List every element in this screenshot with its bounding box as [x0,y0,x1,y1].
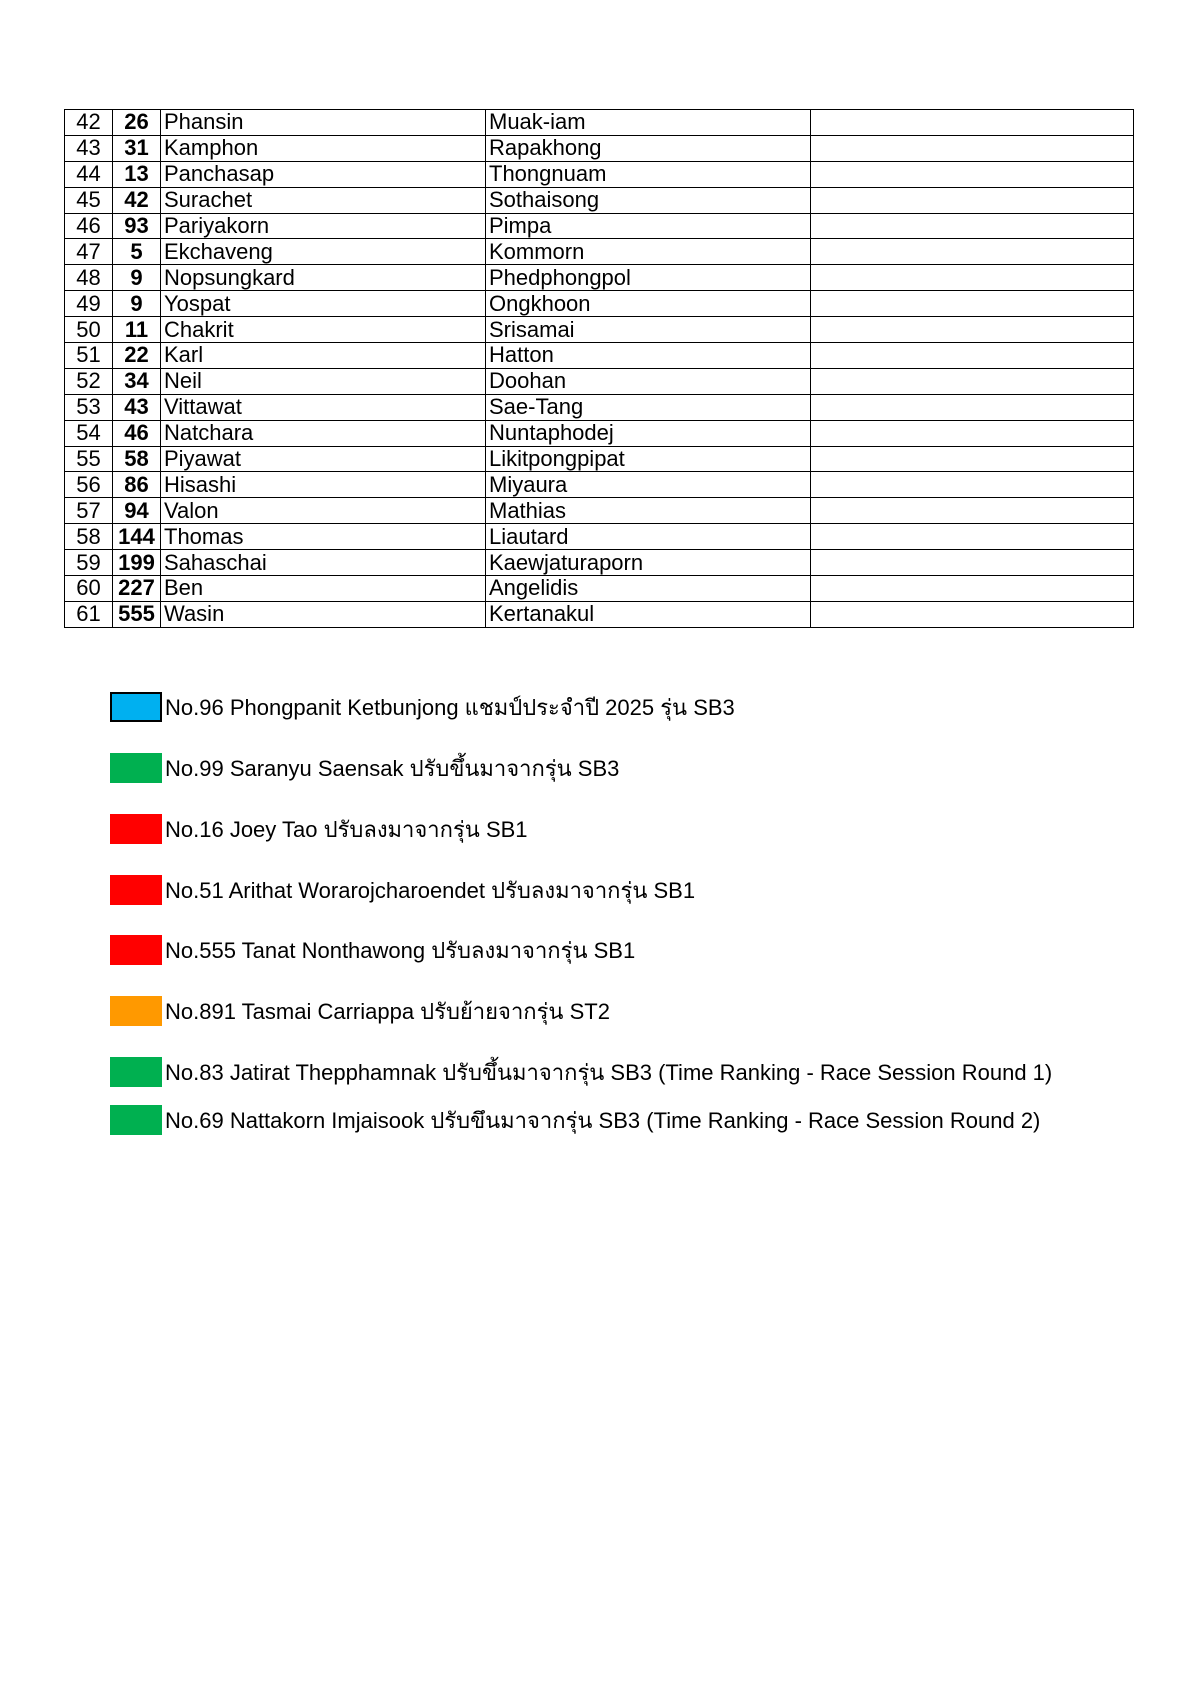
table-row [65,601,1134,627]
race-number-cell: 9 [113,291,161,317]
note-cell [811,394,1134,420]
table-row [65,213,1134,239]
first-name-cell: Vittawat [161,394,486,420]
note-cell [811,420,1134,446]
last-name-cell: Doohan [486,368,811,394]
race-number-cell: 11 [113,317,161,343]
note-cell [811,291,1134,317]
race-number-cell: 9 [113,265,161,291]
race-number-cell: 43 [113,394,161,420]
last-name-cell: Angelidis [486,576,811,602]
race-number-cell: 13 [113,161,161,187]
results-table-body [65,110,1134,628]
first-name-cell: Yospat [161,291,486,317]
race-number-cell: 227 [113,576,161,602]
position-cell: 53 [65,394,113,420]
last-name-cell: Kertanakul [486,601,811,627]
note-cell [811,576,1134,602]
first-name-cell: Ben [161,576,486,602]
note-cell [811,343,1134,369]
last-name-cell: Pimpa [486,213,811,239]
first-name-cell: Ekchaveng [161,239,486,265]
table-row [65,446,1134,472]
legend-color-swatch [110,1105,162,1135]
legend-color-swatch [110,753,162,783]
table-row [65,187,1134,213]
note-cell [811,161,1134,187]
race-number-cell: 94 [113,498,161,524]
table-row [65,265,1134,291]
legend-item [110,751,619,785]
first-name-cell: Natchara [161,420,486,446]
position-cell: 48 [65,265,113,291]
table-row [65,394,1134,420]
legend-text: No.891 Tasmai Carriappa ปรับย้ายจากรุ่น ST2 [165,998,610,1024]
note-cell [811,239,1134,265]
legend-color-swatch [110,875,162,905]
note-cell [811,498,1134,524]
legend-color-swatch [110,996,162,1026]
legend-text: No.16 Joey Tao ปรับลงมาจากรุ่น SB1 [165,816,528,842]
legend-text: No.51 Arithat Worarojcharoendet ปรับลงมาจากรุ่น SB1 [165,877,696,903]
note-cell [811,317,1134,343]
table-row [65,368,1134,394]
last-name-cell: Thongnuam [486,161,811,187]
last-name-cell: Liautard [486,524,811,550]
table-row [65,550,1134,576]
position-cell: 51 [65,343,113,369]
position-cell: 45 [65,187,113,213]
legend-item [110,1055,1052,1089]
first-name-cell: Pariyakorn [161,213,486,239]
note-cell [811,472,1134,498]
last-name-cell: Phedphongpol [486,265,811,291]
table-row [65,291,1134,317]
table-row [65,317,1134,343]
table-row [65,472,1134,498]
legend-text: No.555 Tanat Nonthawong ปรับลงมาจากรุ่น SB1 [165,937,636,963]
legend-item [110,994,610,1028]
first-name-cell: Phansin [161,110,486,136]
race-number-cell: 46 [113,420,161,446]
position-cell: 49 [65,291,113,317]
table-row [65,135,1134,161]
last-name-cell: Nuntaphodej [486,420,811,446]
last-name-cell: Rapakhong [486,135,811,161]
position-cell: 60 [65,576,113,602]
note-cell [811,368,1134,394]
last-name-cell: Sothaisong [486,187,811,213]
last-name-cell: Muak-iam [486,110,811,136]
note-cell [811,550,1134,576]
first-name-cell: Surachet [161,187,486,213]
last-name-cell: Miyaura [486,472,811,498]
position-cell: 56 [65,472,113,498]
race-number-cell: 26 [113,110,161,136]
race-number-cell: 144 [113,524,161,550]
first-name-cell: Kamphon [161,135,486,161]
last-name-cell: Mathias [486,498,811,524]
last-name-cell: Likitpongpipat [486,446,811,472]
first-name-cell: Piyawat [161,446,486,472]
position-cell: 58 [65,524,113,550]
first-name-cell: Wasin [161,601,486,627]
position-cell: 46 [65,213,113,239]
position-cell: 43 [65,135,113,161]
legend-item [110,1103,1040,1137]
last-name-cell: Srisamai [486,317,811,343]
legend-item [110,690,735,724]
table-row [65,343,1134,369]
first-name-cell: Thomas [161,524,486,550]
race-number-cell: 5 [113,239,161,265]
last-name-cell: Kommorn [486,239,811,265]
position-cell: 44 [65,161,113,187]
note-cell [811,135,1134,161]
note-cell [811,213,1134,239]
note-cell [811,110,1134,136]
race-number-cell: 22 [113,343,161,369]
legend-item [110,812,528,846]
position-cell: 61 [65,601,113,627]
table-row [65,420,1134,446]
race-number-cell: 34 [113,368,161,394]
last-name-cell: Ongkhoon [486,291,811,317]
table-row [65,161,1134,187]
race-number-cell: 58 [113,446,161,472]
position-cell: 47 [65,239,113,265]
legend-item [110,873,695,907]
legend-text: No.69 Nattakorn Imjaisook ปรับขึนมาจากรุ่น SB3 (Time Ranking - Race Session Round 2) [165,1107,1041,1133]
position-cell: 59 [65,550,113,576]
first-name-cell: Hisashi [161,472,486,498]
race-number-cell: 31 [113,135,161,161]
position-cell: 42 [65,110,113,136]
race-number-cell: 555 [113,601,161,627]
note-cell [811,524,1134,550]
position-cell: 57 [65,498,113,524]
note-cell [811,187,1134,213]
legend-text: No.83 Jatirat Thepphamnak ปรับขึ้นมาจากรุ่น SB3 (Time Ranking - Race Session Round 1) [165,1059,1053,1085]
position-cell: 55 [65,446,113,472]
note-cell [811,446,1134,472]
first-name-cell: Valon [161,498,486,524]
first-name-cell: Sahaschai [161,550,486,576]
legend-color-swatch [110,1057,162,1087]
legend-text: No.96 Phongpanit Ketbunjong แชมป์ประจำปี 2025 รุ่น SB3 [165,694,735,720]
legend-item [110,933,635,967]
note-cell [811,265,1134,291]
table-row [65,498,1134,524]
table-row [65,524,1134,550]
table-row [65,576,1134,602]
first-name-cell: Panchasap [161,161,486,187]
results-table [64,109,1134,628]
first-name-cell: Chakrit [161,317,486,343]
race-number-cell: 199 [113,550,161,576]
last-name-cell: Kaewjaturaporn [486,550,811,576]
legend-color-swatch [110,935,162,965]
race-number-cell: 42 [113,187,161,213]
race-number-cell: 93 [113,213,161,239]
first-name-cell: Nopsungkard [161,265,486,291]
table-row [65,239,1134,265]
last-name-cell: Sae-Tang [486,394,811,420]
table-row [65,110,1134,136]
last-name-cell: Hatton [486,343,811,369]
legend-color-swatch [110,814,162,844]
first-name-cell: Karl [161,343,486,369]
legend-text: No.99 Saranyu Saensak ปรับขึ้นมาจากรุ่น SB3 [165,755,620,781]
race-number-cell: 86 [113,472,161,498]
first-name-cell: Neil [161,368,486,394]
legend-color-swatch [110,692,162,722]
note-cell [811,601,1134,627]
position-cell: 50 [65,317,113,343]
position-cell: 52 [65,368,113,394]
position-cell: 54 [65,420,113,446]
